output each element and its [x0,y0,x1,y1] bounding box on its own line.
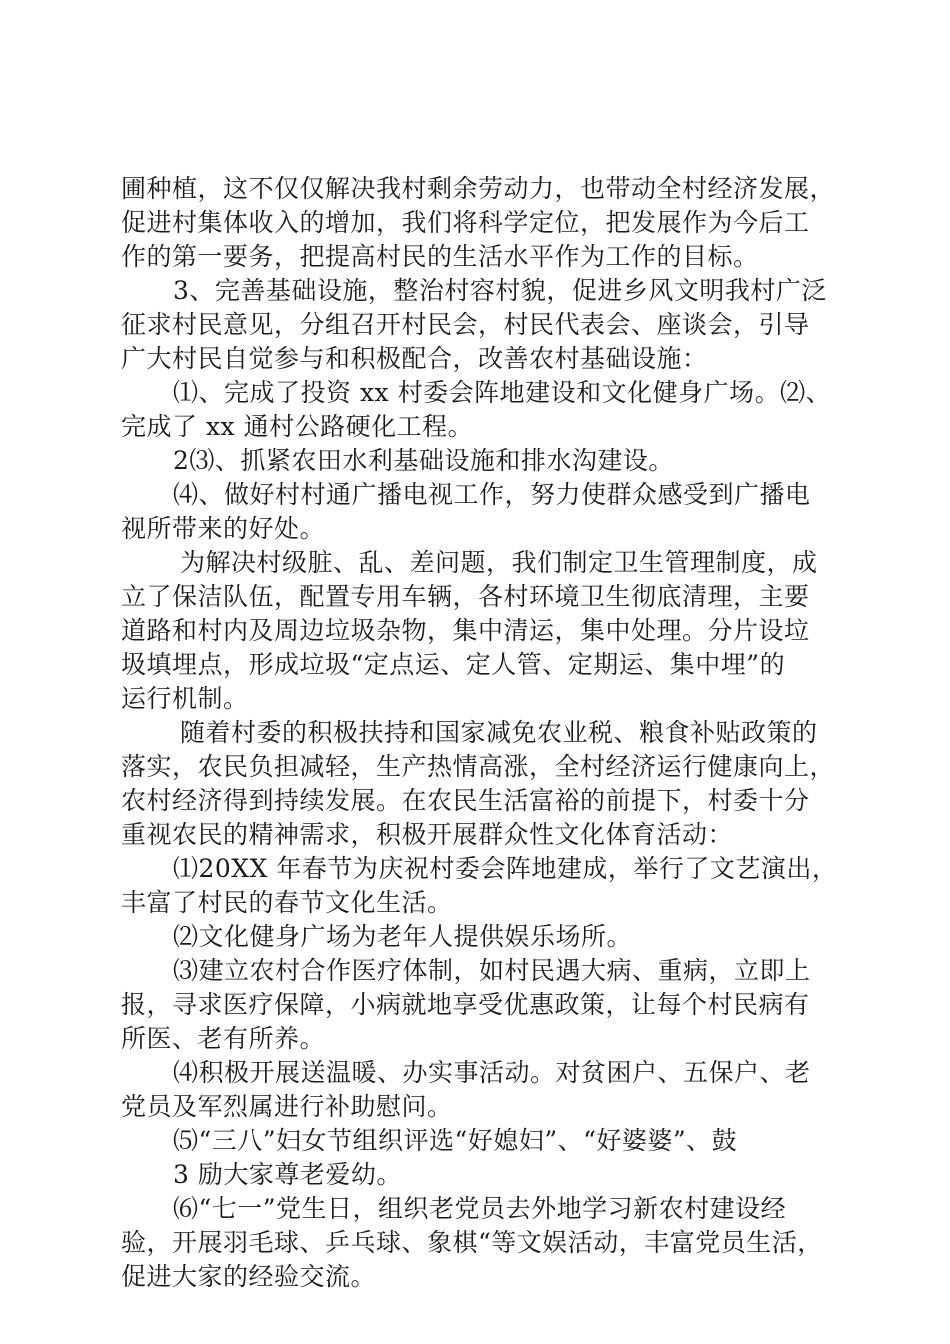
text-line: 完成了 xx 通村公路硬化工程。 [121,412,474,441]
text-line: 视所带来的好处。 [121,514,326,543]
text-line: 重视农民的精神需求，积极开展群众性文化体育活动： [121,820,734,849]
text-line: ⑵文化健身广场为老年人提供娱乐场所。 [173,922,633,951]
text-line: 3 励大家尊老爱幼。 [173,1160,402,1189]
text-line: 征求村民意见，分组召开村民会，村民代表会、座谈会，引导 [121,310,810,339]
text-line: 落实，农民负担减轻，生产热情高涨，全村经济运行健康向上， [121,752,836,781]
text-line: 所医、老有所养。 [121,1024,326,1053]
text-line: 党员及军烈属进行补助慰问。 [121,1092,453,1121]
text-line: ⑹“七一”党生日，组织老党员去外地学习新农村建设经 [173,1194,787,1223]
text-line: 2⑶、抓紧农田水利基础设施和排水沟建设。 [173,446,674,475]
text-line: 促进村集体收入的增加，我们将科学定位，把发展作为今后工 [121,208,810,237]
text-line: ⑴、完成了投资 xx 村委会阵地建设和文化健身广场。⑵、 [173,378,832,407]
text-line: 报，寻求医疗保障，小病就地享受优惠政策，让每个村民病有 [121,990,810,1019]
text-line: 道路和村内及周边垃圾杂物，集中清运，集中处理。分片设垃 [121,616,810,645]
text-line: 农村经济得到持续发展。在农民生活富裕的前提下，村委十分 [121,786,810,815]
text-line: 验，开展羽毛球、乒乓球、象棋“等文娱活动，丰富党员生活， [121,1228,823,1257]
text-line: ⑷、做好村村通广播电视工作，努力使群众感受到广播电 [173,480,811,509]
text-line: ⑸“三八”妇女节组织评选“好媳妇”、“好婆婆”、鼓 [173,1126,738,1155]
text-line: ⑶建立农村合作医疗体制，如村民遇大病、重病，立即上 [173,956,811,985]
text-line: 随着村委的积极扶持和国家减免农业税、粮食补贴政策的 [180,718,818,747]
text-line: 立了保洁队伍，配置专用车辆，各村环境卫生彻底清理，主要 [121,582,810,611]
text-line: 圾填埋点，形成垃圾“定点运、定人管、定期运、集中埋”的 [121,650,786,679]
text-line: ⑴20XX 年春节为庆祝村委会阵地建成，举行了文艺演出， [173,854,838,883]
text-line: 广大村民自觉参与和积极配合，改善农村基础设施： [121,344,708,373]
text-line: 作的第一要务，把提高村民的生活水平作为工作的目标。 [121,242,759,271]
text-line: ⑷积极开展送温暖、办实事活动。对贫困户、五保户、老 [173,1058,811,1087]
text-line: 促进大家的经验交流。 [121,1262,377,1291]
text-line: 3、完善基础设施，整治村容村貌，促进乡风文明我村广泛 [173,276,827,305]
text-line: 运行机制。 [121,684,249,713]
text-line: 为解决村级脏、乱、差问题，我们制定卫生管理制度，成 [180,548,818,577]
text-line: 圃种植，这不仅仅解决我村剩余劳动力，也带动全村经济发展， [121,174,836,203]
text-line: 丰富了村民的春节文化生活。 [121,888,453,917]
